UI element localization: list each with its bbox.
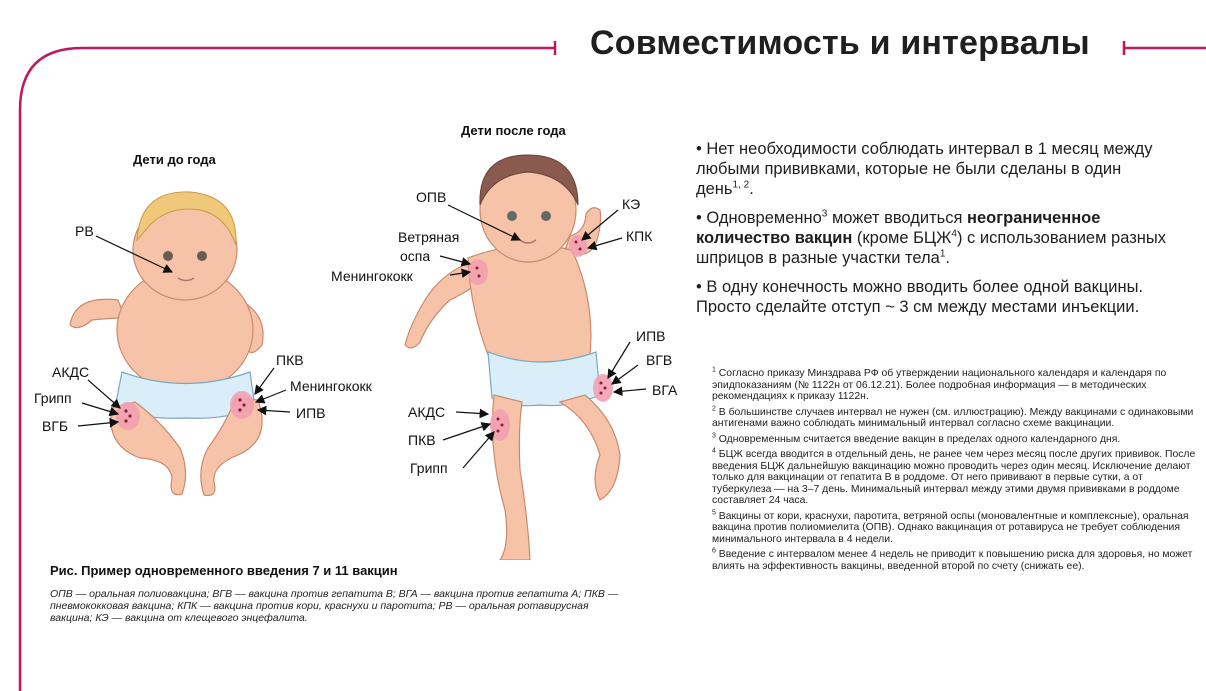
label-pkv-toddler: ПКВ — [408, 432, 436, 448]
label-ke: КЭ — [622, 196, 641, 212]
label-akds-infant: АКДС — [52, 364, 90, 380]
label-vga: ВГА — [652, 382, 678, 398]
footnote-3: $^3$ Одновременным считается введение вакцин в пределах одного календарного дня. — [712, 432, 1121, 445]
label-vgb-toddler: ВГВ — [646, 352, 673, 368]
label-vgb-infant: ВГБ — [42, 418, 69, 434]
bullet-simultaneous: • Одновременно$^3$ может вводиться неограниченное количество вакцин (кроме БЦЖ$^4$) с использованием разных шприцов в разные участки тела$^1$. — [696, 208, 1166, 267]
infant-heading: Дети до года — [133, 152, 216, 167]
label-flu-toddler: Грипп — [410, 460, 448, 476]
key-points — [696, 139, 1166, 326]
figure-legend: ОПВ — оральная полиовакцина; ВГВ — вакцина против гепатита В; ВГА — вакцина против гепатита А; ПКВ — пневмококковая вакцина; КПК — вакцина против кори, краснухи и паротита; РВ — оральная ротавирусная вакцина; КЭ — вакцина от клещевого энцефалита. — [50, 588, 619, 624]
label-rv: РВ — [75, 223, 94, 239]
label-flu-infant: Грипп — [34, 390, 72, 406]
bullet-interval: • Нет необходимости соблюдать интервал в 1 месяц между любыми прививками, которые не были сделаны в один день$^{1, 2}$. — [696, 140, 1153, 198]
label-varicella-2: оспа — [400, 248, 431, 264]
label-varicella-1: Ветряная — [398, 229, 460, 245]
label-opv: ОПВ — [416, 189, 447, 205]
label-pkv-infant: ПКВ — [276, 352, 304, 368]
label-ipv-toddler: ИПВ — [636, 328, 666, 344]
bullet-one-limb: • В одну конечность можно вводить более одной вакцины. Просто сделайте отступ ~ 3 см между местами инъекции. — [696, 278, 1144, 316]
toddler-heading: Дети после года — [461, 123, 566, 138]
footnote-4: $^4$ БЦЖ всегда вводится в отдельный день, не ранее чем через месяц после других прививок. После введения БЦЖ дальнейшую вакцинацию можно проводить через один месяц. Исключение делают только для вакцинации от гепатита В в роддоме. От него прививают в первые сутки, а от туберкулеза — на 3–7 день. Минимальный интервал между этими двумя прививками в роддоме составляет 24 часа. — [712, 447, 1196, 506]
footnote-1: $^1$ Согласно приказу Минздрава РФ об утверждении национального календаря и календаря по эпидпоказаниям (№ 1122н от 06.12.21). Более подробная информация — в методических рекомендациях к приказу 1122н. — [712, 366, 1167, 402]
footnotes — [712, 368, 1202, 576]
footnote-5: $^5$ Вакцины от кори, краснухи, паротита, ветряной оспы (моновалентные и комплексные), оральная вакцина против полиомиелита (ОПВ). Однако вакцинация от ротавируса не требует соблюдения минимального интервала в 4 недели. — [712, 509, 1189, 545]
label-ipv-infant: ИПВ — [296, 405, 326, 421]
footnote-2: $^2$ В большинстве случаев интервал не нужен (см. иллюстрацию). Между вакцинами с одинаковыми антигенами важно соблюдать минимальный интервал согласно схеме вакцинации. — [712, 405, 1194, 429]
page-title: Совместимость и интервалы — [590, 24, 1090, 62]
label-kpk: КПК — [626, 228, 653, 244]
figure-caption: Рис. Пример одновременного введения 7 и 11 вакцин — [50, 563, 398, 578]
toddler-figure — [405, 155, 620, 560]
footnote-6: $^6$ Введение с интервалом менее 4 недель не приводит к повышению риска для здоровья, но может влиять на эффективность вакцины, введенной второй по счету (снижать ее). — [712, 547, 1193, 572]
label-mening-toddler: Менингококк — [331, 268, 413, 284]
label-mening-infant: Менингококк — [290, 378, 372, 394]
label-akds-toddler: АКДС — [408, 404, 446, 420]
